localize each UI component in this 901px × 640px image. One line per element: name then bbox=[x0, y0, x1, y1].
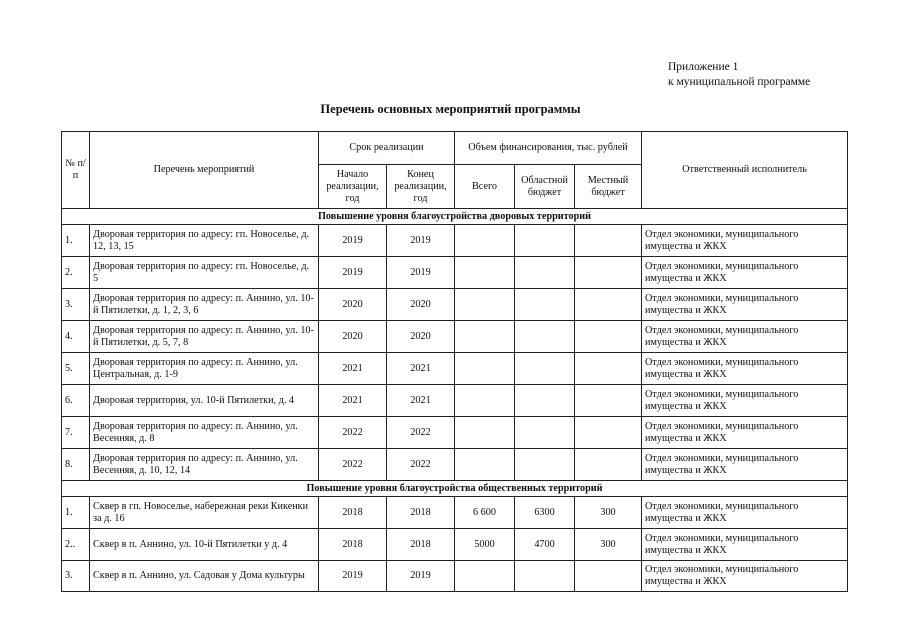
cell-local bbox=[575, 257, 642, 289]
cell-responsible: Отдел экономики, муниципального имущества и ЖКХ bbox=[642, 289, 848, 321]
cell-end: 2019 bbox=[387, 225, 455, 257]
cell-responsible: Отдел экономики, муниципального имущества и ЖКХ bbox=[642, 321, 848, 353]
cell-name: Сквер в гп. Новоселье, набережная реки Кикенки за д. 16 bbox=[90, 497, 319, 529]
cell-regional bbox=[515, 321, 575, 353]
header-row-1 bbox=[62, 132, 848, 165]
header-funding: Объем финансирования, тыс. рублей bbox=[455, 132, 642, 165]
cell-regional bbox=[515, 289, 575, 321]
cell-total: 5000 bbox=[455, 529, 515, 561]
cell-total bbox=[455, 321, 515, 353]
cell-num: 4. bbox=[62, 321, 90, 353]
cell-responsible: Отдел экономики, муниципального имущества и ЖКХ bbox=[642, 449, 848, 481]
cell-end: 2019 bbox=[387, 257, 455, 289]
cell-num: 2.. bbox=[62, 529, 90, 561]
table-row bbox=[62, 321, 848, 353]
cell-responsible: Отдел экономики, муниципального имущества и ЖКХ bbox=[642, 497, 848, 529]
cell-regional bbox=[515, 385, 575, 417]
cell-total bbox=[455, 417, 515, 449]
table-row bbox=[62, 417, 848, 449]
cell-responsible: Отдел экономики, муниципального имущества и ЖКХ bbox=[642, 353, 848, 385]
cell-regional bbox=[515, 353, 575, 385]
table-row bbox=[62, 561, 848, 592]
cell-name: Дворовая территория по адресу: п. Аннино, ул. 10-й Пятилетки, д. 1, 2, 3, 6 bbox=[90, 289, 319, 321]
cell-start: 2022 bbox=[319, 449, 387, 481]
header-regional: Областной бюджет bbox=[515, 165, 575, 209]
table-row bbox=[62, 385, 848, 417]
cell-total bbox=[455, 561, 515, 592]
cell-name: Дворовая территория, ул. 10-й Пятилетки, д. 4 bbox=[90, 385, 319, 417]
annex-line-2: к муниципальной программе bbox=[668, 76, 811, 88]
header-period: Срок реализации bbox=[319, 132, 455, 165]
cell-start: 2019 bbox=[319, 257, 387, 289]
cell-num: 2. bbox=[62, 257, 90, 289]
cell-end: 2021 bbox=[387, 353, 455, 385]
cell-regional bbox=[515, 257, 575, 289]
cell-start: 2021 bbox=[319, 353, 387, 385]
cell-num: 5. bbox=[62, 353, 90, 385]
section-row bbox=[62, 209, 848, 225]
cell-start: 2022 bbox=[319, 417, 387, 449]
cell-regional: 6300 bbox=[515, 497, 575, 529]
cell-total: 6 600 bbox=[455, 497, 515, 529]
cell-total bbox=[455, 257, 515, 289]
cell-end: 2018 bbox=[387, 529, 455, 561]
section-title: Повышение уровня благоустройства дворовых территорий bbox=[62, 209, 848, 225]
cell-name: Дворовая территория по адресу: п. Аннино, ул. Весенняя, д. 10, 12, 14 bbox=[90, 449, 319, 481]
cell-name: Дворовая территория по адресу: п. Аннино, ул. Весенняя, д. 8 bbox=[90, 417, 319, 449]
cell-start: 2018 bbox=[319, 497, 387, 529]
cell-num: 1. bbox=[62, 497, 90, 529]
cell-name: Сквер в п. Аннино, ул. Садовая у Дома культуры bbox=[90, 561, 319, 592]
cell-local bbox=[575, 353, 642, 385]
cell-total bbox=[455, 289, 515, 321]
section-row bbox=[62, 481, 848, 497]
cell-total bbox=[455, 385, 515, 417]
cell-local: 300 bbox=[575, 497, 642, 529]
cell-num: 3. bbox=[62, 289, 90, 321]
cell-end: 2020 bbox=[387, 321, 455, 353]
table-row bbox=[62, 449, 848, 481]
cell-end: 2019 bbox=[387, 561, 455, 592]
cell-start: 2019 bbox=[319, 225, 387, 257]
header-local: Местный бюджет bbox=[575, 165, 642, 209]
cell-local bbox=[575, 417, 642, 449]
cell-end: 2022 bbox=[387, 417, 455, 449]
cell-local bbox=[575, 225, 642, 257]
cell-local bbox=[575, 449, 642, 481]
cell-regional bbox=[515, 225, 575, 257]
cell-end: 2022 bbox=[387, 449, 455, 481]
table-row bbox=[62, 353, 848, 385]
header-total: Всего bbox=[455, 165, 515, 209]
cell-regional: 4700 bbox=[515, 529, 575, 561]
cell-start: 2019 bbox=[319, 561, 387, 592]
cell-total bbox=[455, 225, 515, 257]
cell-start: 2020 bbox=[319, 321, 387, 353]
cell-local: 300 bbox=[575, 529, 642, 561]
cell-responsible: Отдел экономики, муниципального имущества и ЖКХ bbox=[642, 529, 848, 561]
cell-end: 2020 bbox=[387, 289, 455, 321]
table-row bbox=[62, 289, 848, 321]
cell-local bbox=[575, 385, 642, 417]
document-title: Перечень основных мероприятий программы bbox=[320, 102, 581, 116]
table-row bbox=[62, 497, 848, 529]
annex-line-1: Приложение 1 bbox=[668, 61, 739, 73]
cell-local bbox=[575, 289, 642, 321]
header-responsible: Ответственный исполнитель bbox=[642, 132, 848, 209]
cell-end: 2018 bbox=[387, 497, 455, 529]
header-start: Начало реализации, год bbox=[319, 165, 387, 209]
activities-table bbox=[61, 131, 848, 592]
section-title: Повышение уровня благоустройства общественных территорий bbox=[62, 481, 848, 497]
cell-name: Дворовая территория по адресу: п. Аннино, ул. 10-й Пятилетки, д. 5, 7, 8 bbox=[90, 321, 319, 353]
annex-note bbox=[668, 60, 810, 90]
header-num: № п/п bbox=[62, 132, 90, 209]
header-end: Конец реализации, год bbox=[387, 165, 455, 209]
cell-name: Дворовая территория по адресу: гп. Новоселье, д. 12, 13, 15 bbox=[90, 225, 319, 257]
cell-total bbox=[455, 449, 515, 481]
cell-local bbox=[575, 321, 642, 353]
cell-regional bbox=[515, 449, 575, 481]
cell-total bbox=[455, 353, 515, 385]
cell-num: 8. bbox=[62, 449, 90, 481]
cell-num: 6. bbox=[62, 385, 90, 417]
cell-responsible: Отдел экономики, муниципального имущества и ЖКХ bbox=[642, 257, 848, 289]
cell-start: 2018 bbox=[319, 529, 387, 561]
cell-name: Дворовая территория по адресу: гп. Новоселье, д. 5 bbox=[90, 257, 319, 289]
cell-end: 2021 bbox=[387, 385, 455, 417]
cell-regional bbox=[515, 561, 575, 592]
cell-num: 1. bbox=[62, 225, 90, 257]
cell-num: 3. bbox=[62, 561, 90, 592]
table-row bbox=[62, 529, 848, 561]
cell-name: Дворовая территория по адресу: п. Аннино, ул. Центральная, д. 1-9 bbox=[90, 353, 319, 385]
cell-responsible: Отдел экономики, муниципального имущества и ЖКХ bbox=[642, 225, 848, 257]
cell-responsible: Отдел экономики, муниципального имущества и ЖКХ bbox=[642, 385, 848, 417]
table-row bbox=[62, 225, 848, 257]
cell-responsible: Отдел экономики, муниципального имущества и ЖКХ bbox=[642, 417, 848, 449]
cell-start: 2020 bbox=[319, 289, 387, 321]
cell-name: Сквер в п. Аннино, ул. 10-й Пятилетки у д. 4 bbox=[90, 529, 319, 561]
cell-start: 2021 bbox=[319, 385, 387, 417]
header-name: Перечень мероприятий bbox=[90, 132, 319, 209]
cell-local bbox=[575, 561, 642, 592]
cell-num: 7. bbox=[62, 417, 90, 449]
cell-responsible: Отдел экономики, муниципального имущества и ЖКХ bbox=[642, 561, 848, 592]
cell-regional bbox=[515, 417, 575, 449]
table-row bbox=[62, 257, 848, 289]
